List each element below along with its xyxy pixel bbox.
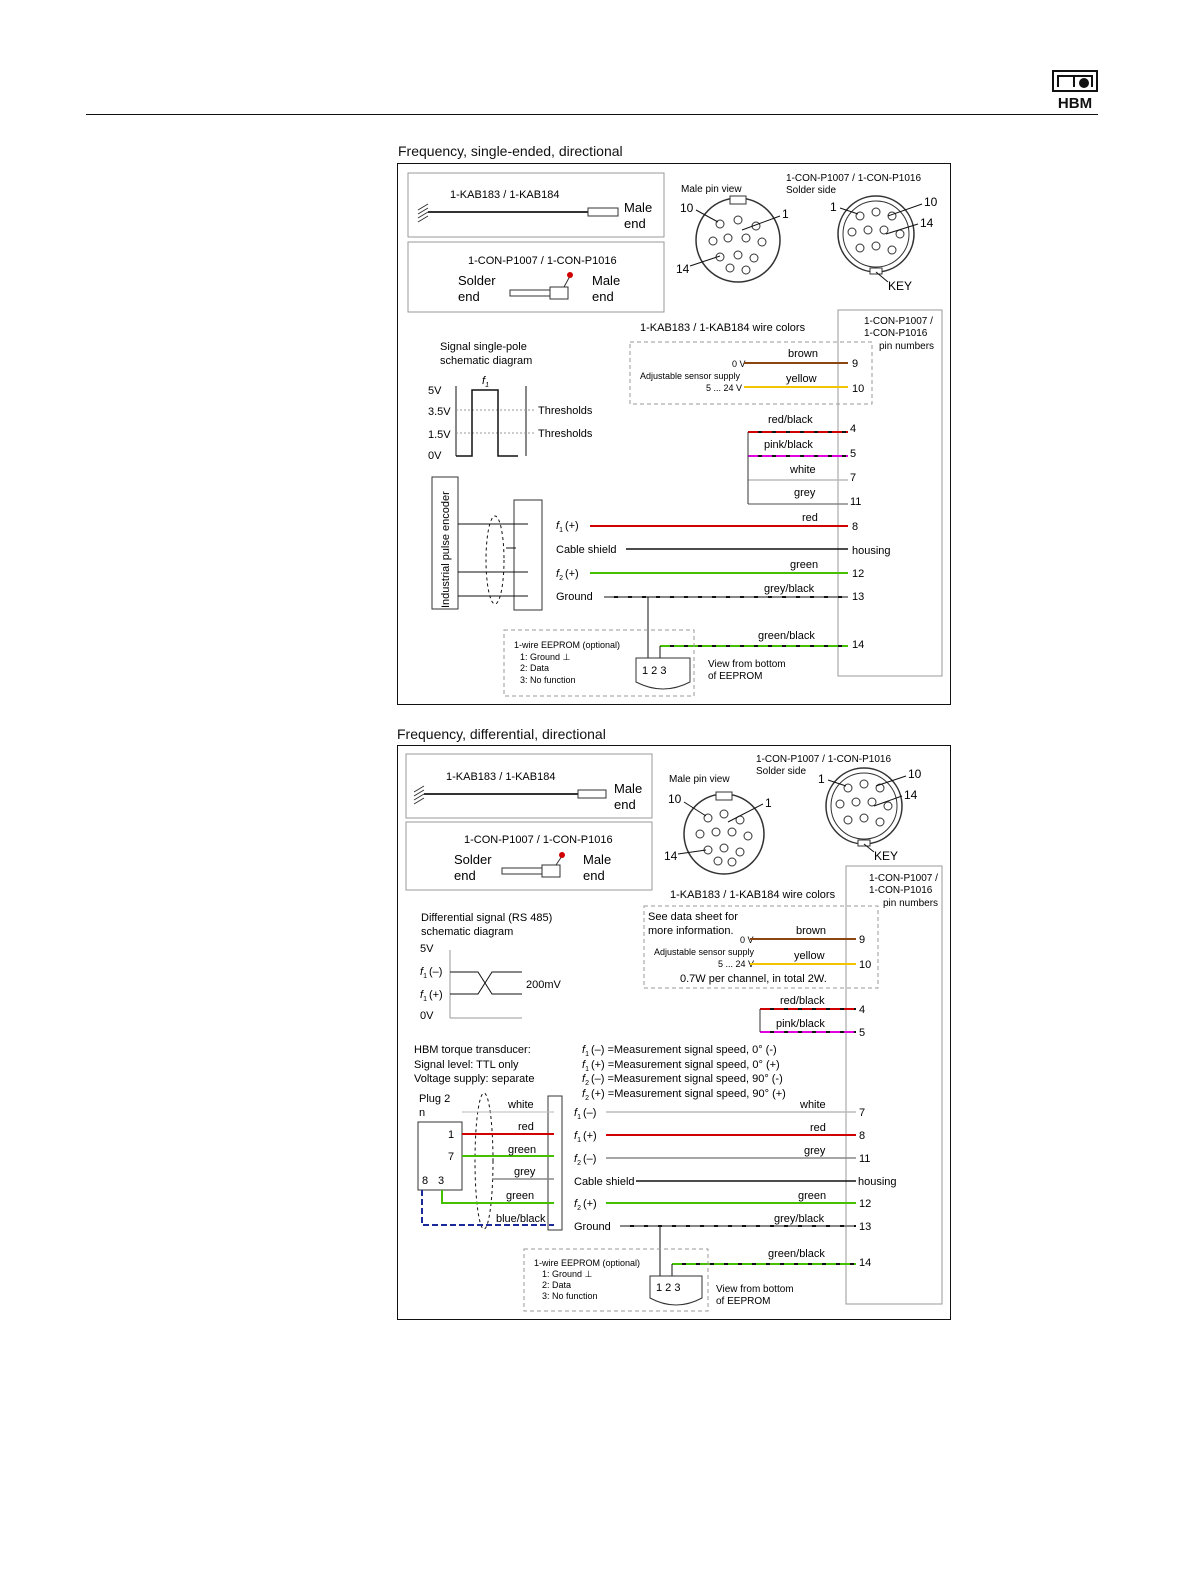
diagram-label: grey xyxy=(804,1145,826,1157)
diagram-label: 12 xyxy=(852,568,865,580)
diagram-label: 1 xyxy=(765,796,772,810)
diagram-label: 0 V xyxy=(740,935,754,945)
diagram-label: Ground xyxy=(574,1221,611,1233)
diagram-label: 2: Data xyxy=(542,1280,572,1290)
diagram-label: brown xyxy=(796,925,826,937)
diagram-label: 1-wire EEPROM (optional) xyxy=(514,640,621,650)
diagram-label: 1-KAB183 / 1-KAB184 wire colors xyxy=(670,889,836,901)
p1-square-wave xyxy=(456,386,534,456)
diagram-label: 14 xyxy=(904,788,918,802)
diagram-label: 14 xyxy=(676,262,690,276)
diagram-label: $f_1$ (+) xyxy=(574,1130,597,1144)
diagram-label: 1-CON-P1007 / 1-CON-P1016 xyxy=(786,173,922,184)
diagram-label: 1-CON-P1016 xyxy=(869,885,933,896)
diagram-label: 3: No function xyxy=(542,1291,598,1301)
diagram-label: 3.5V xyxy=(428,406,451,418)
diagram-label: 1-CON-P1007 / 1-CON-P1016 xyxy=(464,834,613,846)
diagram-label: Ground xyxy=(556,591,593,603)
diagram-label: 200mV xyxy=(526,979,561,991)
diagram-label: Signal level: TTL only xyxy=(414,1059,519,1071)
diagram-label: white xyxy=(790,464,816,476)
diagram-label: 1 2 3 xyxy=(642,665,667,677)
diagram-label: 5 xyxy=(859,1027,866,1039)
diagram-label: $f_2$ (+) =Measurement signal speed, 90° (+) xyxy=(582,1088,786,1102)
diagram-label: 13 xyxy=(859,1221,872,1233)
diagram-label: 1 xyxy=(830,200,837,214)
diagram-label: grey/black xyxy=(774,1213,825,1225)
diagram-label: red xyxy=(518,1121,534,1133)
p1-male-pin-view xyxy=(696,196,780,282)
p2-solder-side-view xyxy=(826,768,902,846)
diagram-label: more information. xyxy=(648,925,734,937)
diagram-label: Male xyxy=(624,200,653,215)
diagram-label: Thresholds xyxy=(538,405,593,417)
diagram-label: KEY xyxy=(888,279,913,293)
diagram-label: $f_1$ (–) xyxy=(574,1107,597,1121)
diagram-label: 12 xyxy=(859,1198,872,1210)
diagram-label: 1-CON-P1007 / 1-CON-P1016 xyxy=(756,754,892,765)
diagram-label: Differential signal (RS 485) xyxy=(421,912,553,924)
diagram-label: housing xyxy=(858,1176,897,1188)
panel2-diagram xyxy=(397,745,951,1320)
header-rule xyxy=(86,114,1098,115)
diagram-label: $f_2$ (+) xyxy=(574,1198,597,1212)
diagram-label: 2: Data xyxy=(520,663,550,673)
diagram-label: 1-CON-P1007 / 1-CON-P1016 xyxy=(468,255,617,267)
diagram-label: red/black xyxy=(768,414,813,426)
diagram-label: Male xyxy=(614,781,643,796)
diagram-label: yellow xyxy=(786,373,817,385)
diagram-label: 10 xyxy=(852,383,865,395)
p2-male-pin-view xyxy=(684,792,764,874)
diagram-label: 1: Ground ⊥ xyxy=(520,652,571,662)
panel2-title: Frequency, differential, directional xyxy=(397,726,606,742)
diagram-label: pink/black xyxy=(764,439,813,451)
diagram-label: 9 xyxy=(859,934,866,946)
diagram-label: 3: No function xyxy=(520,675,576,685)
diagram-label: yellow xyxy=(794,950,825,962)
diagram-label: end xyxy=(458,289,480,304)
diagram-label: 4 xyxy=(850,423,857,435)
diagram-label: Male xyxy=(592,273,621,288)
diagram-label: grey/black xyxy=(764,583,815,595)
diagram-label: brown xyxy=(788,348,818,360)
diagram-label: red xyxy=(802,512,818,524)
diagram-label: Industrial pulse encoder xyxy=(440,491,452,608)
diagram-label: Solder xyxy=(454,852,492,867)
diagram-label: 14 xyxy=(859,1257,872,1269)
diagram-label: Male pin view xyxy=(669,774,730,785)
diagram-label: Male pin view xyxy=(681,184,742,195)
diagram-label: green/black xyxy=(758,630,815,642)
diagram-label: HBM torque transducer: xyxy=(414,1044,531,1056)
diagram-label: 13 xyxy=(852,591,865,603)
p2-diff-wave xyxy=(450,950,522,1018)
diagram-label: Cable shield xyxy=(574,1176,635,1188)
diagram-label: Adjustable sensor supply xyxy=(654,947,755,957)
diagram-label: 11 xyxy=(859,1153,871,1165)
diagram-label: red xyxy=(810,1122,826,1134)
diagram-label: 1-CON-P1016 xyxy=(864,328,928,339)
diagram-label: 10 xyxy=(924,195,938,209)
diagram-label: end xyxy=(624,216,646,231)
diagram-label: 7 xyxy=(448,1151,455,1163)
diagram-label: grey xyxy=(514,1166,536,1178)
diagram-label: of EEPROM xyxy=(708,671,763,682)
diagram-label: 1-KAB183 / 1-KAB184 wire colors xyxy=(640,322,806,334)
diagram-label: Cable shield xyxy=(556,544,617,556)
diagram-label: green xyxy=(790,559,819,571)
diagram-label: $f_1$ (+) xyxy=(556,520,579,534)
diagram-label: 9 xyxy=(852,358,859,370)
diagram-label: 10 xyxy=(668,792,682,806)
diagram-label: 14 xyxy=(852,639,865,651)
diagram-label: $f_2$ (+) xyxy=(556,568,579,582)
diagram-label: 1-KAB183 / 1-KAB184 xyxy=(446,771,556,783)
diagram-label: 5V xyxy=(428,385,442,397)
diagram-label: KEY xyxy=(874,849,899,863)
diagram-label: grey xyxy=(794,487,816,499)
diagram-label: 0.7W per channel, in total 2W. xyxy=(680,973,827,985)
diagram-label: 10 xyxy=(680,201,694,215)
diagram-label: 1 xyxy=(448,1129,455,1141)
diagram-label: 0 V xyxy=(732,359,746,369)
diagram-label: 5 xyxy=(850,448,857,460)
diagram-label: Thresholds xyxy=(538,428,593,440)
diagram-label: 4 xyxy=(859,1004,866,1016)
diagram-label: Plug 2 xyxy=(419,1093,451,1105)
diagram-label: 8 xyxy=(422,1175,429,1187)
diagram-label: green xyxy=(508,1144,537,1156)
p1-cable-title: 1-KAB183 / 1-KAB184 xyxy=(450,189,560,201)
diagram-label: View from bottom xyxy=(708,659,786,670)
diagram-label: schematic diagram xyxy=(421,926,514,938)
diagram-label: See data sheet for xyxy=(648,911,738,923)
diagram-label: $f_2$ (–) xyxy=(574,1153,597,1167)
diagram-label: 1 xyxy=(782,207,789,221)
diagram-label: 0V xyxy=(428,450,442,462)
diagram-label: Solder side xyxy=(786,185,837,196)
diagram-label: View from bottom xyxy=(716,1284,794,1295)
diagram-label: $f_1$ (+) =Measurement signal speed, 0° (+) xyxy=(582,1059,780,1073)
diagram-label: end xyxy=(583,868,605,883)
diagram-label: end xyxy=(614,797,636,812)
diagram-label: 10 xyxy=(908,767,922,781)
diagram-label: 7 xyxy=(859,1107,866,1119)
diagram-label: 5 ... 24 V xyxy=(706,383,743,393)
diagram-label: green xyxy=(506,1190,535,1202)
diagram-label: pin numbers xyxy=(883,898,939,909)
diagram-label: green/black xyxy=(768,1248,825,1260)
diagram-label: n xyxy=(419,1107,426,1119)
p2-cable-icon xyxy=(414,786,606,804)
diagram-label: 3 xyxy=(438,1175,445,1187)
diagram-label: $f_1$ (–) xyxy=(420,966,443,980)
diagram-label: of EEPROM xyxy=(716,1296,771,1307)
diagram-label: 1: Ground ⊥ xyxy=(542,1269,593,1279)
diagram-label: end xyxy=(592,289,614,304)
p1-solder-side-view xyxy=(838,196,914,274)
diagram-label: end xyxy=(454,868,476,883)
diagram-label: housing xyxy=(852,545,891,557)
diagram-label: 1-wire EEPROM (optional) xyxy=(534,1258,641,1268)
panel1-title: Frequency, single-ended, directional xyxy=(398,143,623,159)
diagram-label: 5 ... 24 V xyxy=(718,959,755,969)
diagram-label: Voltage supply: separate xyxy=(414,1073,535,1085)
diagram-label: 14 xyxy=(664,849,678,863)
diagram-label: 8 xyxy=(859,1130,866,1142)
diagram-label: 7 xyxy=(850,472,857,484)
diagram-label: 1.5V xyxy=(428,429,451,441)
diagram-label: Male xyxy=(583,852,612,867)
p1-cable-icon xyxy=(418,204,618,222)
diagram-label: 1-CON-P1007 / xyxy=(864,316,933,327)
diagram-label: 11 xyxy=(850,496,862,508)
diagram-label: $f_1$ (–) =Measurement signal speed, 0° (-) xyxy=(582,1044,777,1058)
diagram-label: 1-CON-P1007 / xyxy=(869,873,938,884)
diagram-label: Signal single-pole xyxy=(440,341,527,353)
p1-connector-icon xyxy=(510,272,573,299)
diagram-label: 0V xyxy=(420,1010,434,1022)
diagram-label: $f_1$ xyxy=(482,375,489,389)
diagram-label: 10 xyxy=(859,959,872,971)
diagram-label: green xyxy=(798,1190,827,1202)
diagram-label: 14 xyxy=(920,216,934,230)
diagram-label: Solder xyxy=(458,273,496,288)
p2-connector-icon xyxy=(502,852,565,877)
diagram-label: schematic diagram xyxy=(440,355,533,367)
diagram-label: $f_2$ (–) =Measurement signal speed, 90° (-) xyxy=(582,1073,783,1087)
diagram-label: pin numbers xyxy=(879,341,935,352)
diagram-label: red/black xyxy=(780,995,825,1007)
panel1-diagram xyxy=(397,163,951,705)
hbm-logo xyxy=(1052,70,1098,110)
diagram-label: $f_1$ (+) xyxy=(420,989,443,1003)
diagram-label: Solder side xyxy=(756,766,807,777)
diagram-label: 8 xyxy=(852,521,859,533)
diagram-label: pink/black xyxy=(776,1018,825,1030)
diagram-label: white xyxy=(508,1099,534,1111)
logo-text: HBM xyxy=(1057,95,1093,110)
diagram-label: 1 2 3 xyxy=(656,1282,681,1294)
diagram-label: 5V xyxy=(420,943,434,955)
diagram-label: Adjustable sensor supply xyxy=(640,371,741,381)
diagram-label: blue/black xyxy=(496,1213,546,1225)
diagram-label: 1 xyxy=(818,772,825,786)
diagram-label: white xyxy=(800,1099,826,1111)
